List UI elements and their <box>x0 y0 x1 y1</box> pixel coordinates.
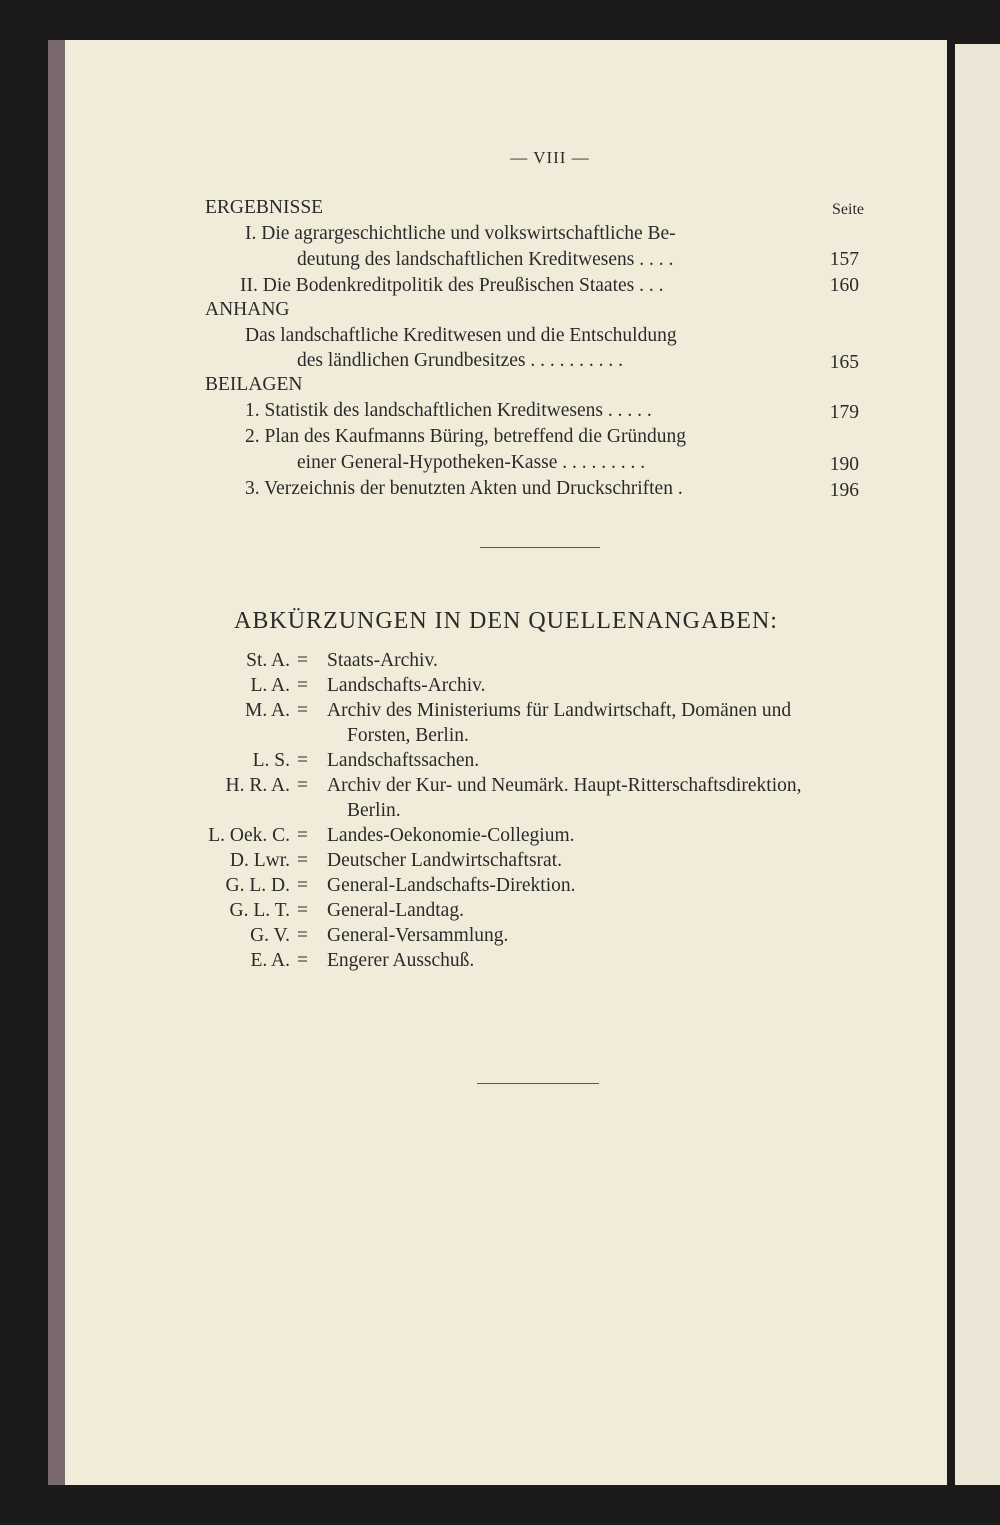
toc-entry-text: 1. Statistik des landschaftlichen Kreditwesens . . . . . <box>245 400 652 421</box>
equals-sign: = <box>297 950 308 971</box>
equals-sign: = <box>297 700 308 721</box>
abbreviation-value: Landschaftssachen. <box>327 750 480 771</box>
scan-binding-edge <box>48 40 65 1485</box>
toc-heading-anhang: ANHANG <box>205 299 290 320</box>
section-divider <box>477 1083 599 1084</box>
book-page <box>65 40 947 1485</box>
abbreviation-key: L. Oek. C. <box>208 825 290 846</box>
abbreviation-key: L. S. <box>252 750 290 771</box>
toc-entry-text: 3. Verzeichnis der benutzten Akten und Druckschriften . <box>245 478 683 499</box>
toc-entry-page: 196 <box>829 480 859 501</box>
page-number: — VIII — <box>510 148 590 167</box>
abbreviation-key: G. V. <box>250 925 290 946</box>
abbreviation-value: Staats-Archiv. <box>327 650 438 671</box>
toc-column-label: Seite <box>832 201 864 218</box>
toc-entry-text: II. Die Bodenkreditpolitik des Preußischen Staates . . . <box>240 275 664 296</box>
abbreviation-key: L. A. <box>250 675 290 696</box>
toc-entry-page: 165 <box>829 352 859 373</box>
abbreviation-value: Archiv der Kur- und Neumärk. Haupt-Ritterschaftsdirektion, <box>327 775 802 796</box>
abbreviation-key: G. L. T. <box>229 900 290 921</box>
abbreviation-value-continued: Berlin. <box>347 800 401 821</box>
equals-sign: = <box>297 650 308 671</box>
equals-sign: = <box>297 925 308 946</box>
toc-entry-text: deutung des landschaftlichen Kreditwesens . . . . <box>297 249 674 270</box>
section-divider <box>480 547 600 548</box>
equals-sign: = <box>297 675 308 696</box>
toc-entry-page: 190 <box>829 454 859 475</box>
abbreviation-value: Engerer Ausschuß. <box>327 950 475 971</box>
equals-sign: = <box>297 850 308 871</box>
abbreviation-key: St. A. <box>246 650 290 671</box>
equals-sign: = <box>297 775 308 796</box>
abbreviation-value: Archiv des Ministeriums für Landwirtschaft, Domänen und <box>327 700 792 721</box>
toc-entry-text: 2. Plan des Kaufmanns Büring, betreffend die Gründung <box>245 426 687 447</box>
toc-entry-text: Das landschaftliche Kreditwesen und die Entschuldung <box>245 325 677 346</box>
toc-heading-beilagen: BEILAGEN <box>205 374 303 395</box>
abbreviation-value: General-Landtag. <box>327 900 464 921</box>
abbreviation-value: General-Landschafts-Direktion. <box>327 875 576 896</box>
toc-entry-text: des ländlichen Grundbesitzes . . . . . . . . . . <box>297 350 624 371</box>
toc-heading-ergebnisse: ERGEBNISSE <box>205 197 324 218</box>
abbreviation-value-continued: Forsten, Berlin. <box>347 725 469 746</box>
toc-entry-text: einer General-Hypotheken-Kasse . . . . . . . . . <box>297 452 646 473</box>
abbreviation-key: G. L. D. <box>225 875 290 896</box>
abbreviation-value: Landschafts-Archiv. <box>327 675 486 696</box>
abbreviation-key: H. R. A. <box>225 775 290 796</box>
abbreviation-key: E. A. <box>250 950 290 971</box>
toc-entry-page: 157 <box>829 249 859 270</box>
scan-next-page-edge <box>955 44 1000 1485</box>
abbreviation-key: D. Lwr. <box>229 850 290 871</box>
equals-sign: = <box>297 750 308 771</box>
toc-entry-page: 160 <box>829 275 859 296</box>
equals-sign: = <box>297 875 308 896</box>
abbreviation-key: M. A. <box>245 700 290 721</box>
toc-entry-text: I. Die agrargeschichtliche und volkswirtschaftliche Be- <box>245 223 676 244</box>
abbreviations-title: ABKÜRZUNGEN IN DEN QUELLENANGABEN: <box>234 608 778 634</box>
equals-sign: = <box>297 900 308 921</box>
abbreviation-value: Landes-Oekonomie-Collegium. <box>327 825 575 846</box>
equals-sign: = <box>297 825 308 846</box>
abbreviation-value: Deutscher Landwirtschaftsrat. <box>327 850 562 871</box>
toc-entry-page: 179 <box>829 402 859 423</box>
abbreviation-value: General-Versammlung. <box>327 925 509 946</box>
